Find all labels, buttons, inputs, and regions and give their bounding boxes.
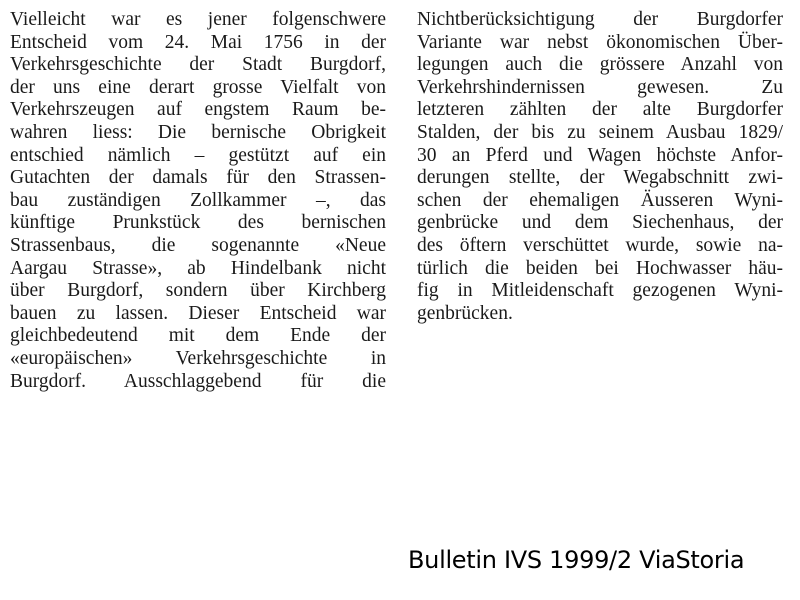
text-line: 30 an Pferd und Wagen höchste Anfor- xyxy=(417,144,783,166)
text-line: der uns eine derart grosse Vielfalt von xyxy=(10,76,386,98)
text-line: genbrücken. xyxy=(417,302,513,324)
text-line: Burgdorf. Ausschlaggebend für die xyxy=(10,370,386,392)
text-line: Verkehrshindernissen gewesen. Zu xyxy=(417,76,783,98)
text-line: türlich die beiden bei Hochwasser häu- xyxy=(417,257,783,279)
text-line: schen der ehemaligen Äusseren Wyni- xyxy=(417,189,783,211)
text-line: gleichbedeutend mit dem Ende der xyxy=(10,325,386,347)
text-column-right xyxy=(417,9,783,325)
text-line: Nichtberücksichtigung der Burgdorfer xyxy=(417,9,783,30)
text-line: bau zuständigen Zollkammer –, das xyxy=(10,189,386,211)
text-line: des öftern verschüttet wurde, sowie na- xyxy=(417,234,783,256)
text-line: derungen stellte, der Wegabschnitt zwi- xyxy=(417,167,783,189)
text-line: Entscheid vom 24. Mai 1756 in der xyxy=(10,31,386,53)
text-line: Aargau Strasse», ab Hindelbank nicht xyxy=(10,257,386,279)
text-line: «europäischen» Verkehrsgeschichte in xyxy=(10,347,386,369)
text-line: fig in Mitleidenschaft gezogenen Wyni- xyxy=(417,280,783,302)
text-line: wahren liess: Die bernische Obrigkeit xyxy=(10,121,386,143)
text-line: letzteren zählten der alte Burgdorfer xyxy=(417,99,783,121)
text-line: über Burgdorf, sondern über Kirchberg xyxy=(10,280,386,302)
text-line: entschied nämlich – gestützt auf ein xyxy=(10,144,386,166)
text-line: Vielleicht war es jener folgenschwere xyxy=(10,9,386,30)
text-line: bauen zu lassen. Dieser Entscheid war xyxy=(10,302,386,324)
text-line: Stalden, der bis zu seinem Ausbau 1829/ xyxy=(417,121,783,143)
source-caption: Bulletin IVS 1999/2 ViaStoria xyxy=(408,546,745,574)
text-line: Verkehrszeugen auf engstem Raum be- xyxy=(10,99,386,121)
text-line: genbrücke und dem Siechenhaus, der xyxy=(417,212,783,234)
text-line: legungen auch die grössere Anzahl von xyxy=(417,54,783,76)
text-line: Strassenbaus, die sogenannte «Neue xyxy=(10,234,386,256)
text-line: künftige Prunkstück des bernischen xyxy=(10,212,386,234)
text-line: Verkehrsgeschichte der Stadt Burgdorf, xyxy=(10,54,386,76)
text-line: Variante war nebst ökonomischen Über- xyxy=(417,31,783,53)
text-line: Gutachten der damals für den Strassen- xyxy=(10,167,386,189)
text-column-left xyxy=(10,9,386,393)
